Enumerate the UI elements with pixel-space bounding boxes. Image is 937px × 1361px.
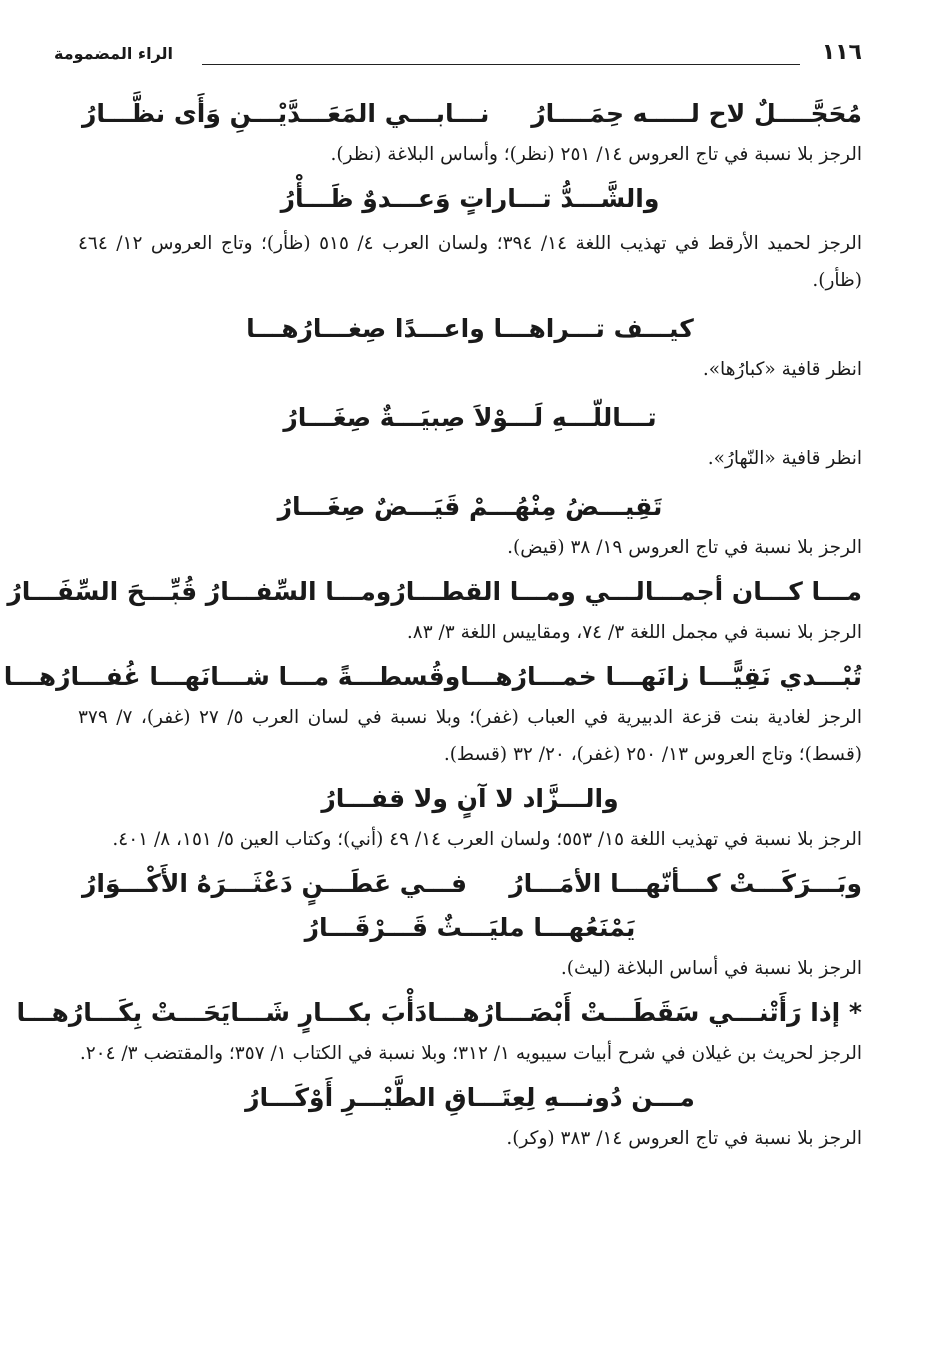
verse-line: يَمْنَعُهـــا مليَـــثٌ قَـــرْقَـــارُ	[304, 913, 636, 942]
verse-line	[78, 862, 862, 906]
source-note: انظر قافية «النّهارُ».	[707, 448, 862, 469]
page-body	[3, 92, 862, 1157]
source-note: الرجز لحميد الأرقط في تهذيب اللغة ١٤/ ٣٩٤؛ ولسان العرب ٤/ ٥١٥ (ظأر)؛ وتاج العروس ١٢/ ٤٦٤ (ظأر).	[78, 233, 862, 291]
source-note: الرجز لغادية بنت قزعة الدبيرية في العباب (غفر)؛ وبلا نسبة في لسان العرب ٥/ ٢٧ (غفر)، ٧/ ٣٧٩ (قسط)؛ وتاج العروس ١٣/ ٢٥٠ (غفر)، ٢٠/ ٣٢ (قسط).	[78, 707, 862, 765]
verse-hemistich-2: نـــابـــي المَعَـــدَّيْـــنِ وَأَى نظَّـــارُ	[82, 99, 490, 128]
verse-hemistich-1: تُبْـــدي نَقِيًّـــا زانَهـــا خمـــارُهـــا	[460, 662, 862, 691]
verse-line	[7, 570, 862, 614]
verse-line	[16, 991, 862, 1035]
verse-hemistich-1: مـــا كـــان أجمـــالـــي ومـــا القطـــارُ	[391, 577, 862, 606]
source-note: الرجز بلا نسبة في مجمل اللغة ٣/ ٧٤، ومقاييس اللغة ٣/ ٨٣.	[406, 622, 862, 643]
verse-line: مـــن دُونـــهِ لِعِتَـــاقِ الطَّيْـــرِ أَوْكَـــارُ	[245, 1083, 695, 1112]
verse-line: والشَّـــدُّ تـــاراتٍ وَعـــدوٌ ظَـــأْرُ	[280, 184, 660, 213]
source-note: الرجز بلا نسبة في تاج العروس ١٩/ ٣٨ (قيض).	[507, 537, 862, 558]
source-note: الرجز بلا نسبة في تاج العروس ١٤/ ٣٨٣ (وكر).	[506, 1128, 862, 1149]
source-note: الرجز بلا نسبة في أساس البلاغة (ليث).	[560, 958, 862, 979]
verse-hemistich-1: * إذا رَأَتْنـــي سَقَطَـــتْ أَبْصَـــارُهـــا	[427, 998, 862, 1027]
verse-hemistich-1: وبَـــرَكَـــتْ كـــأنّهـــا الأمَـــارُ	[509, 869, 862, 898]
running-title: الراء المضمومة	[54, 44, 174, 63]
page-header	[52, 40, 862, 74]
source-note: الرجز بلا نسبة في تاج العروس ١٤/ ٢٥١ (نظر)؛ وأساس البلاغة (نظر).	[330, 144, 862, 165]
source-note: انظر قافية «كبارُها».	[702, 359, 862, 380]
verse-hemistich-2: وقُسطـــةً مـــا شـــانَهـــا غُفـــارُهـــا	[3, 662, 461, 691]
verse-line: كيـــف تـــراهـــا واعـــدًا صِغـــارُهـــا	[246, 314, 694, 343]
verse-hemistich-1: مُحَجَّــــلٌ لاح لـــــه حِمَــــارُ	[531, 99, 862, 128]
verse-hemistich-2: دَأْبَ بكـــارٍ شَـــايَحَـــتْ بِكَـــارُهـــا	[16, 998, 428, 1027]
verse-hemistich-2: ومـــا السِّفـــارُ قُبِّـــحَ السِّفَـــارُ	[7, 577, 392, 606]
verse-line: والـــزَّاد لا آنٍ ولا قفـــارُ	[321, 784, 619, 813]
verse-line	[78, 92, 862, 136]
source-note: الرجز لحريث بن غيلان في شرح أبيات سيبويه ١/ ٣١٢؛ وبلا نسبة في الكتاب ١/ ٣٥٧؛ والمقتضب ٣/ ٢٠٤.	[79, 1043, 862, 1064]
source-note: الرجز بلا نسبة في تهذيب اللغة ١٥/ ٥٥٣؛ ولسان العرب ١٤/ ٤٩ (أني)؛ وكتاب العين ٥/ ١٥١، ٨/ ٤٠١.	[112, 829, 862, 850]
verse-line	[3, 655, 862, 699]
verse-hemistich-2: فـــي عَطَـــنٍ دَعْثَـــرَهُ الأَكْـــوَارُ	[82, 869, 468, 898]
verse-line: تَقِيـــضُ مِنْهُـــمْ قَيَـــضٌ صِغَـــارُ	[277, 492, 663, 521]
page-number: ١١٦	[821, 40, 862, 65]
header-rule	[202, 64, 800, 65]
verse-line: تـــاللّـــهِ لَـــوْلاَ صِبيَـــةٌ صِغَـــارُ	[283, 403, 657, 432]
